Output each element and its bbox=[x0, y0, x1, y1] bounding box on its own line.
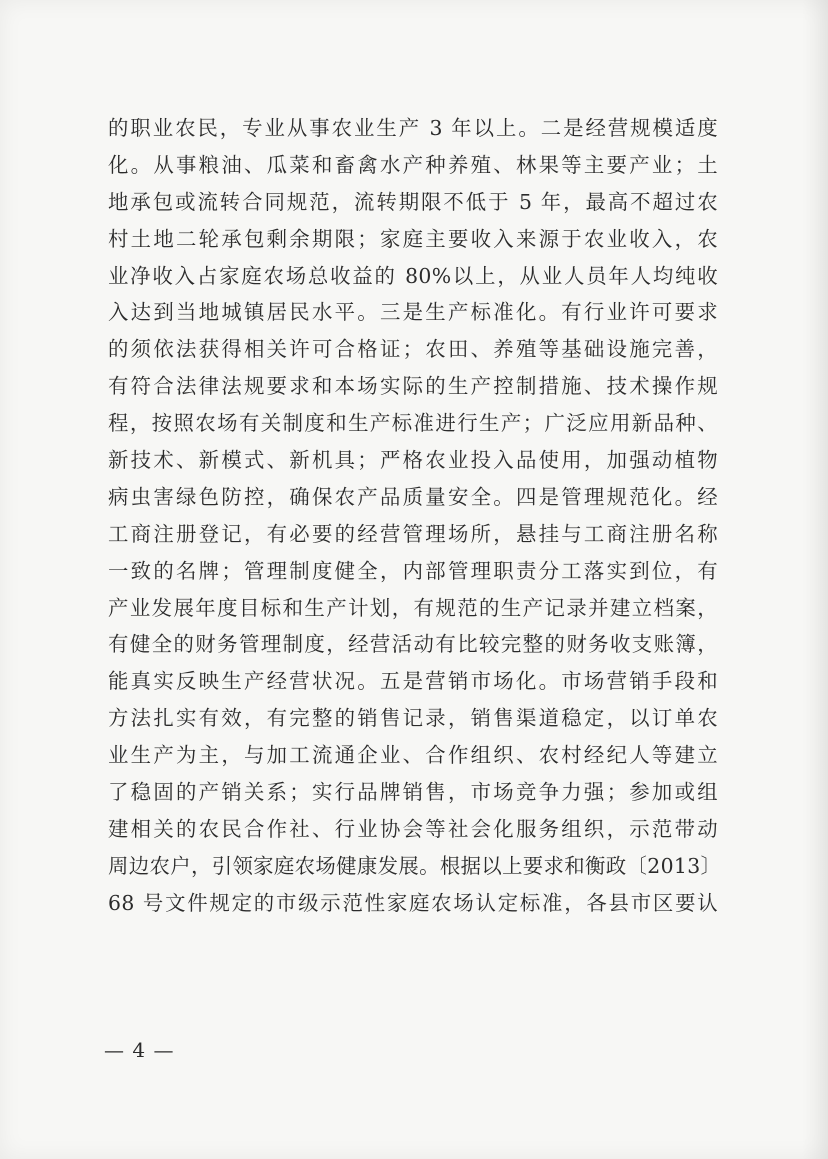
text-line: 业净收入占家庭农场总收益的 80%以上，从业人员年人均纯收 bbox=[108, 263, 718, 288]
text-line: 产业发展年度目标和生产计划，有规范的生产记录并建立档案， bbox=[108, 595, 718, 620]
text-line: 一致的名牌；管理制度健全，内部管理职责分工落实到位，有 bbox=[108, 558, 718, 583]
text-line: 了稳固的产销关系；实行品牌销售，市场竞争力强；参加或组 bbox=[108, 780, 718, 805]
text-line: 68 号文件规定的市级示范性家庭农场认定标准，各县市区要认 bbox=[108, 890, 718, 915]
text-line: 病虫害绿色防控，确保农产品质量安全。四是管理规范化。经 bbox=[108, 484, 718, 509]
text-line: 工商注册登记，有必要的经营管理场所，悬挂与工商注册名称 bbox=[108, 521, 718, 546]
text-line: 方法扎实有效，有完整的销售记录，销售渠道稳定，以订单农 bbox=[108, 706, 718, 731]
scan-edge-shadow bbox=[802, 0, 828, 1159]
text-line: 入达到当地城镇居民水平。三是生产标准化。有行业许可要求 bbox=[108, 300, 718, 325]
text-line: 业生产为主，与加工流通企业、合作组织、农村经纪人等建立 bbox=[108, 743, 718, 768]
text-line: 新技术、新模式、新机具；严格农业投入品使用，加强动植物 bbox=[108, 448, 718, 473]
text-line: 地承包或流转合同规范，流转期限不低于 5 年，最高不超过农 bbox=[108, 189, 718, 214]
body-text bbox=[108, 110, 722, 922]
text-line: 有健全的财务管理制度，经营活动有比较完整的财务收支账簿， bbox=[108, 632, 718, 657]
text-line: 建相关的农民合作社、行业协会等社会化服务组织，示范带动 bbox=[108, 816, 718, 841]
page-number: — 4 — bbox=[104, 1038, 175, 1062]
text-line: 的职业农民，专业从事农业生产 3 年以上。二是经营规模适度 bbox=[108, 116, 718, 140]
text-line: 程，按照农场有关制度和生产标准进行生产；广泛应用新品种、 bbox=[108, 411, 718, 436]
text-line: 的须依法获得相关许可合格证；农田、养殖等基础设施完善， bbox=[108, 337, 718, 362]
text-line: 能真实反映生产经营状况。五是营销市场化。市场营销手段和 bbox=[108, 669, 718, 694]
text-line: 村土地二轮承包剩余期限；家庭主要收入来源于农业收入，农 bbox=[108, 226, 718, 251]
text-line: 有符合法律法规要求和本场实际的生产控制措施、技术操作规 bbox=[108, 374, 718, 399]
text-line: 周边农户，引领家庭农场健康发展。根据以上要求和衡政〔2013〕 bbox=[108, 853, 722, 878]
text-line: 化。从事粮油、瓜菜和畜禽水产种养殖、林果等主要产业；土 bbox=[108, 152, 718, 177]
